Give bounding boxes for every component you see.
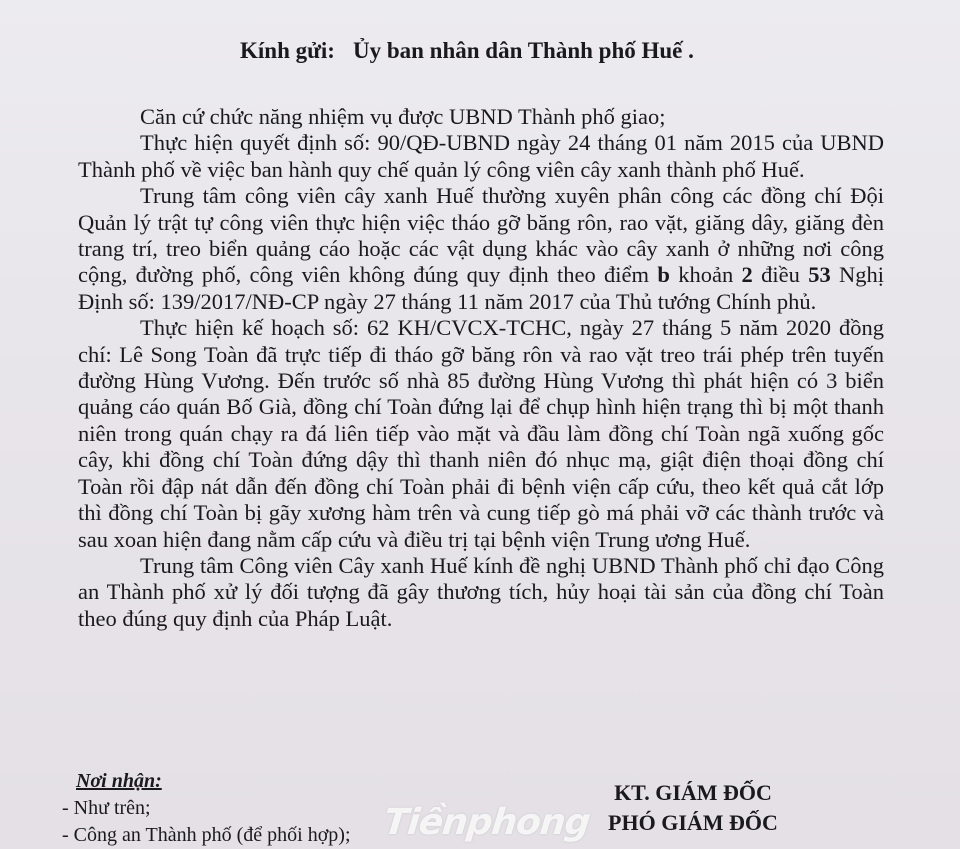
paragraph-decision: Thực hiện quyết định số: 90/QĐ-UBND ngày 24 tháng 01 năm 2015 của UBND Thành phố về việc ban hành quy chế quản lý công viên cây xanh thành phố Huế. <box>78 130 884 182</box>
recipients-block <box>62 768 351 849</box>
clause-number: 2 <box>741 262 753 288</box>
recipient-item: - Công an Thành phố (để phối hợp); <box>62 824 351 846</box>
addressee-line <box>240 38 694 64</box>
paragraph-incident: Thực hiện kế hoạch số: 62 KH/CVCX-TCHC, ngày 27 tháng 5 năm 2020 đồng chí: Lê Song Toàn đã trực tiếp đi tháo gỡ băng rôn và rao vặt treo trái phép trên tuyến đường Hùng Vương. Đến trước số nhà 85 đường Hùng Vương thì phát hiện có 3 biển quảng cáo quán Bố Già, đồng chí Toàn đứng lại để chụp hình hiện trạng thì bị một thanh niên trong quán chạy ra đá liên tiếp vào mặt và đầu làm đồng chí Toàn ngã xuống gốc cây, khi đồng chí Toàn đứng dậy thì thanh niên đó nhục mạ, giật điện thoại đồng chí Toàn rồi đập nát dẫn đến đồng chí Toàn phải đi bệnh viện cấp cứu, theo kết quả cắt lớp thì đồng chí Toàn bị gãy xương hàm trên và cung tiếp gò má phải vỡ các thành trước và sau xoan hiện đang nằm cấp cứu và điều trị tại bệnh viện Trung ương Huế. <box>78 315 884 552</box>
signature-position: PHÓ GIÁM ĐỐC <box>608 810 778 835</box>
recipients-title: Nơi nhận: <box>76 770 162 792</box>
point-letter: b <box>657 262 670 288</box>
signature-title: KT. GIÁM ĐỐC <box>614 780 772 805</box>
watermark-logo: Tiềnphong <box>381 802 592 843</box>
paragraph-legal-basis: Căn cứ chức năng nhiệm vụ được UBND Thành phố giao; <box>140 104 666 129</box>
addressee-recipient: Ủy ban nhân dân Thành phố Huế . <box>352 38 694 63</box>
paragraph-request: Trung tâm Công viên Cây xanh Huế kính đề nghị UBND Thành phố chỉ đạo Công an Thành phố xử lý đối tượng đã gây thương tích, hủy hoại tài sản của đồng chí Toàn theo đúng quy định của Pháp Luật. <box>78 552 884 631</box>
addressee-label: Kính gửi: <box>240 38 335 63</box>
signature-block <box>598 778 788 838</box>
article-number: 53 <box>808 262 831 288</box>
paragraph-duties: Trung tâm công viên cây xanh Huế thường xuyên phân công các đồng chí Đội Quản lý trật tự công viên thực hiện việc tháo gỡ băng rôn, rao vặt, giăng dây, giăng đèn trang trí, treo biển quảng cáo hoặc các vật dụng khác vào cây xanh ở những nơi công cộng, đường phố, công viên không đúng quy định theo điểm b khoản 2 điều 53 Nghị Định số: 139/2017/NĐ-CP ngày 27 tháng 11 năm 2017 của Thủ tướng Chính phủ. <box>78 183 885 314</box>
letter-body <box>78 104 884 632</box>
recipient-item: - Như trên; <box>62 797 151 819</box>
